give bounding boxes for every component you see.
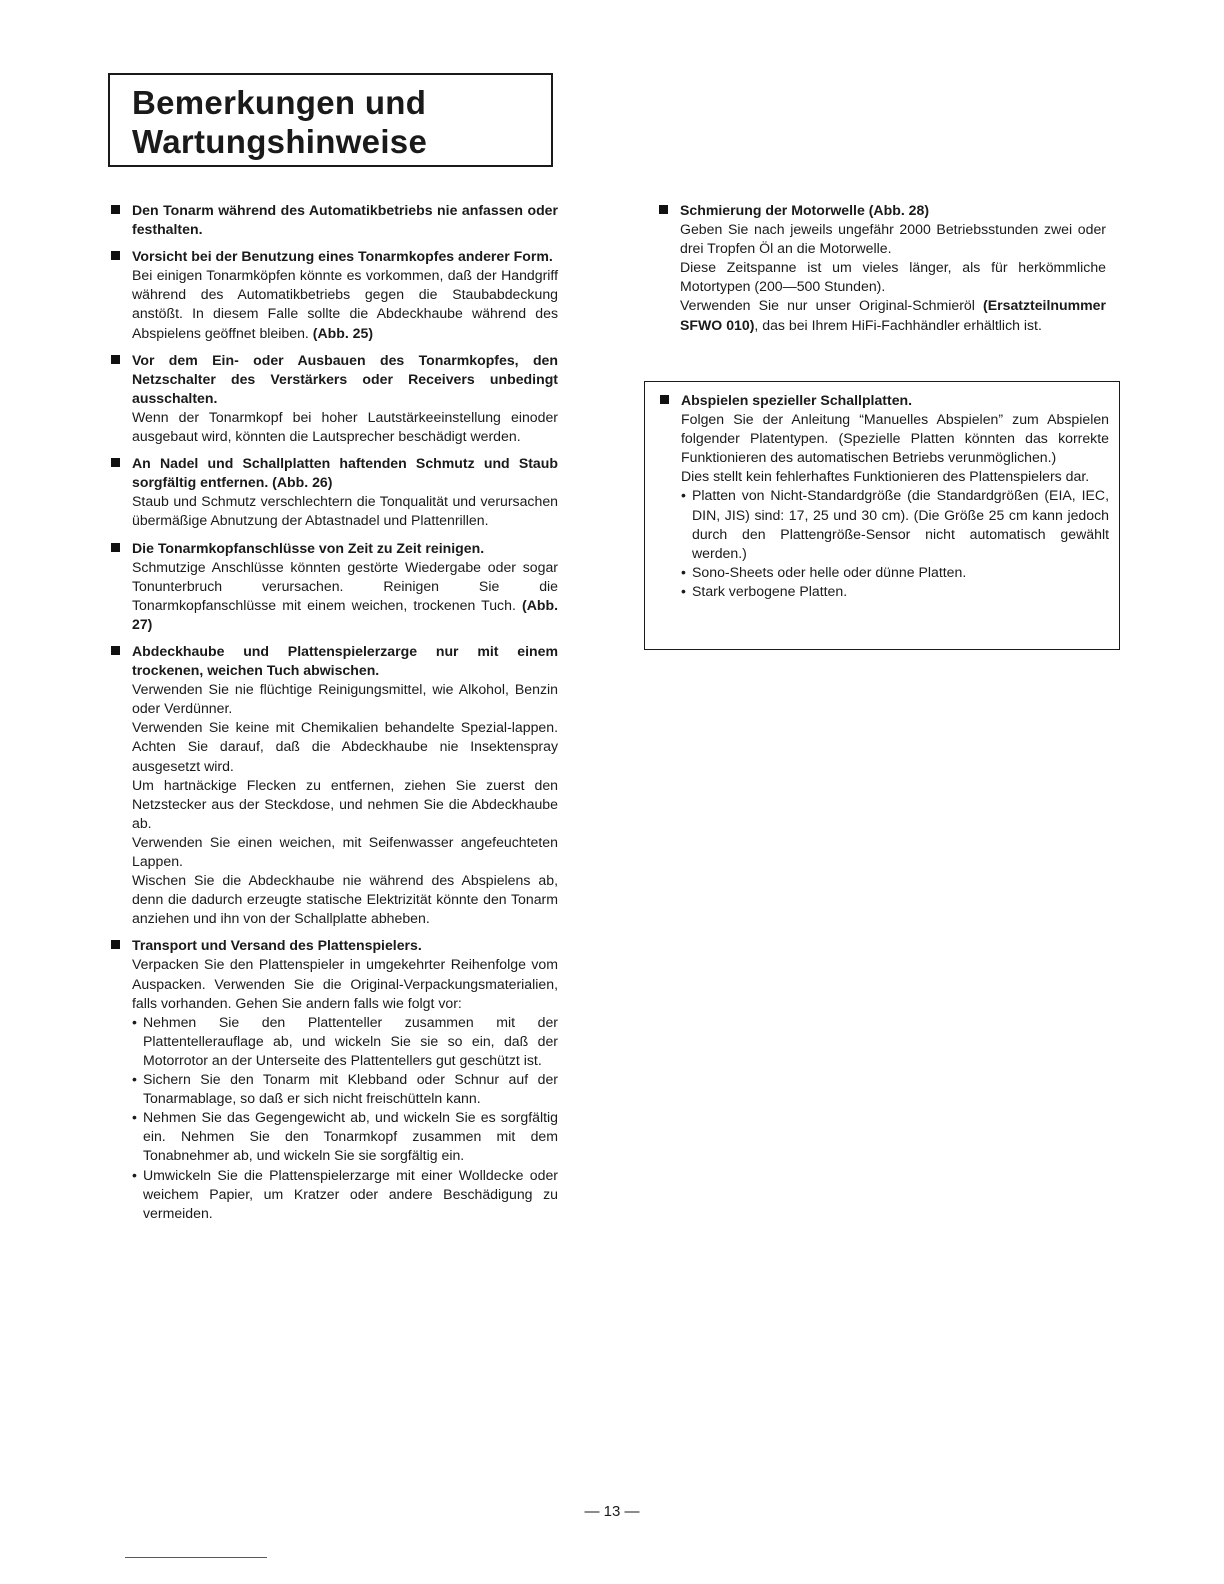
note-paragraph: Wischen Sie die Abdeckhaube nie während des Abspielens ab, denn die dadurch erzeugte statische Elektrizität könnte den Tonarm anziehen und ihn von der Schallplatte abheben. — [132, 872, 558, 927]
part-number: (Ersatzteilnummer SFWO 010) — [680, 297, 1106, 333]
title-line-1: Bemerkungen und — [132, 84, 427, 121]
left-column — [108, 201, 558, 1231]
note-heading: Abdeckhaube und Plattenspielerzarge nur mit einem trockenen, weichen Tuch abwischen. — [132, 642, 558, 679]
list-item: • Stark verbogene Platten. — [681, 582, 1109, 601]
note-heading: Vorsicht bei der Benutzung eines Tonarmkopfes anderer Form. — [132, 248, 553, 265]
page-title — [132, 83, 427, 161]
note-paragraph: Folgen Sie der Anleitung “Manuelles Abspielen” zum Abspielen folgender Platentypen. (Spezielle Platten könnten das korrekte Funktionieren des automatischen Betriebs verunmöglichen.) — [681, 411, 1109, 466]
dot-bullet-icon: • — [132, 1013, 137, 1030]
note-paragraph: Verwenden Sie nur unser Original-Schmieröl (Ersatzteilnummer SFWO 010), das bei Ihrem HiFi-Fachhändler erhältlich ist. — [680, 297, 1106, 333]
square-bullet-icon — [111, 205, 120, 214]
note-text: Verpacken Sie den Plattenspieler in umgekehrter Reihenfolge vom Auspacken. Verwenden Sie die Original-Verpackungsmaterialien, falls vorhanden. Gehen Sie andern falls wie folgt vor: — [132, 956, 558, 1011]
note-heading: Transport und Versand des Plattenspielers. — [132, 937, 422, 954]
special-records-box — [644, 381, 1120, 650]
square-bullet-icon — [111, 251, 120, 260]
note-paragraph: Verwenden Sie nie flüchtige Reinigungsmittel, wie Alkohol, Benzin oder Verdünner. — [132, 681, 558, 717]
dot-bullet-icon: • — [132, 1109, 137, 1126]
note-text: Wenn der Tonarmkopf bei hoher Lautstärkeeinstellung einoder ausgebaut wird, könnten die Lautsprecher beschädigt werden. — [132, 408, 558, 445]
note-paragraph: Verwenden Sie keine mit Chemikalien behandelte Spezial-lappen. Achten Sie darauf, daß die Abdeckhaube nie Insektenspray ausgesetzt wird. — [132, 719, 558, 774]
square-bullet-icon — [111, 646, 120, 655]
note-text: Staub und Schmutz verschlechtern die Tonqualität und verursachen übermäßige Abnutzung der Abtastnadel und Plattenrillen. — [132, 493, 558, 529]
dot-bullet-icon: • — [681, 582, 686, 599]
note-heading: Den Tonarm während des Automatikbetriebs nie anfassen oder festhalten. — [132, 202, 558, 238]
dot-bullet-icon: • — [132, 1071, 137, 1088]
list-item: • Sichern Sie den Tonarm mit Klebband oder Schnur auf der Tonarmablage, so daß er sich nicht freischütteln kann. — [132, 1071, 558, 1107]
note-transport — [108, 936, 558, 1222]
title-box — [108, 73, 553, 167]
square-bullet-icon — [660, 395, 669, 404]
note-motor-lubrication — [656, 201, 1106, 335]
square-bullet-icon — [659, 205, 668, 214]
note-paragraph: Um hartnäckige Flecken zu entfernen, ziehen Sie zuerst den Netzstecker aus der Steckdose, und nehmen Sie die Abdeckhaube ab. — [132, 776, 558, 831]
right-column — [656, 201, 1106, 343]
note-paragraph: Diese Zeitspanne ist um vieles länger, als für herkömmliche Motortypen (200—500 Stunden). — [680, 259, 1106, 295]
note-heading: An Nadel und Schallplatten haftenden Schmutz und Staub sorgfältig entfernen. (Abb. 26) — [132, 455, 558, 491]
page-number: — 13 — — [584, 1503, 640, 1520]
square-bullet-icon — [111, 458, 120, 467]
title-line-2: Wartungshinweise — [132, 123, 428, 160]
list-item: • Sono-Sheets oder helle oder dünne Platten. — [681, 563, 1109, 582]
footer-divider — [125, 1557, 267, 1558]
figure-ref: (Abb. 25) — [312, 324, 374, 341]
figure-ref: (Abb. 27) — [132, 596, 559, 632]
note-clean-cover — [108, 642, 558, 928]
note-heading: Die Tonarmkopfanschlüsse von Zeit zu Zeit reinigen. — [132, 539, 485, 556]
note-heading: Abspielen spezieller Schallplatten. — [681, 392, 913, 408]
square-bullet-icon — [111, 355, 120, 364]
note-special-records — [657, 391, 1109, 601]
note-heading: Schmierung der Motorwelle (Abb. 28) — [680, 202, 930, 218]
note-clean-contacts — [108, 539, 558, 634]
list-item: • Platten von Nicht-Standardgröße (die Standardgrößen (EIA, IEC, DIN, JIS) sind: 17, 25 und 30 cm). (Die Größe 25 cm kann jedoch durch den Plattengröße-Sensor nicht automatisch gewählt werden.) — [681, 487, 1109, 561]
note-text: Bei einigen Tonarmköpfen könnte es vorkommen, daß der Handgriff während des Automatikbetriebs gegen die Staubabdeckung anstößt. In diesem Falle sollte die Abdeckhaube während des Abspielens geöffnet bleiben. (Abb. 25) — [132, 267, 558, 341]
dot-bullet-icon: • — [681, 487, 686, 504]
note-paragraph: Geben Sie nach jeweils ungefähr 2000 Betriebsstunden zwei oder drei Tropfen Öl an die Motorwelle. — [680, 221, 1106, 257]
list-item: • Umwickeln Sie die Plattenspielerzarge mit einer Wolldecke oder weichem Papier, um Kratzer oder andere Beschädigung zu vermeiden. — [132, 1166, 558, 1221]
dot-bullet-icon: • — [132, 1166, 137, 1183]
dot-bullet-icon: • — [681, 563, 686, 580]
list-item: • Nehmen Sie den Plattenteller zusammen mit der Plattentellerauflage ab, und wickeln Sie sie so ein, daß der Motorrotor an der Unterseite des Plattentellers gut geschützt ist. — [132, 1013, 558, 1068]
note-tonearm-hold — [108, 201, 558, 239]
note-paragraph: Dies stellt kein fehlerhaftes Funktionieren des Plattenspielers dar. — [681, 468, 1090, 485]
note-paragraph: Verwenden Sie einen weichen, mit Seifenwasser angefeuchteten Lappen. — [132, 833, 558, 869]
note-text: Schmutzige Anschlüsse könnten gestörte Wiedergabe oder sogar Tonunterbruch verursachen. Reinigen Sie die Tonarmkopfanschlüsse mit einem weichen, trockenen Tuch. (Abb. 27) — [132, 558, 559, 632]
note-stylus-dust — [108, 454, 558, 530]
note-other-headshell — [108, 247, 558, 342]
list-item: • Nehmen Sie das Gegengewicht ab, und wickeln Sie es sorgfältig ein. Nehmen Sie den Tonarmkopf zusammen mit dem Tonabnehmer ab, und wickeln Sie sie sorgfältig ein. — [132, 1109, 558, 1164]
note-heading: Vor dem Ein- oder Ausbauen des Tonarmkopfes, den Netzschalter des Verstärkers oder Receivers unbedingt ausschalten. — [132, 351, 558, 406]
square-bullet-icon — [111, 940, 120, 949]
square-bullet-icon — [111, 543, 120, 552]
note-power-off — [108, 351, 558, 446]
